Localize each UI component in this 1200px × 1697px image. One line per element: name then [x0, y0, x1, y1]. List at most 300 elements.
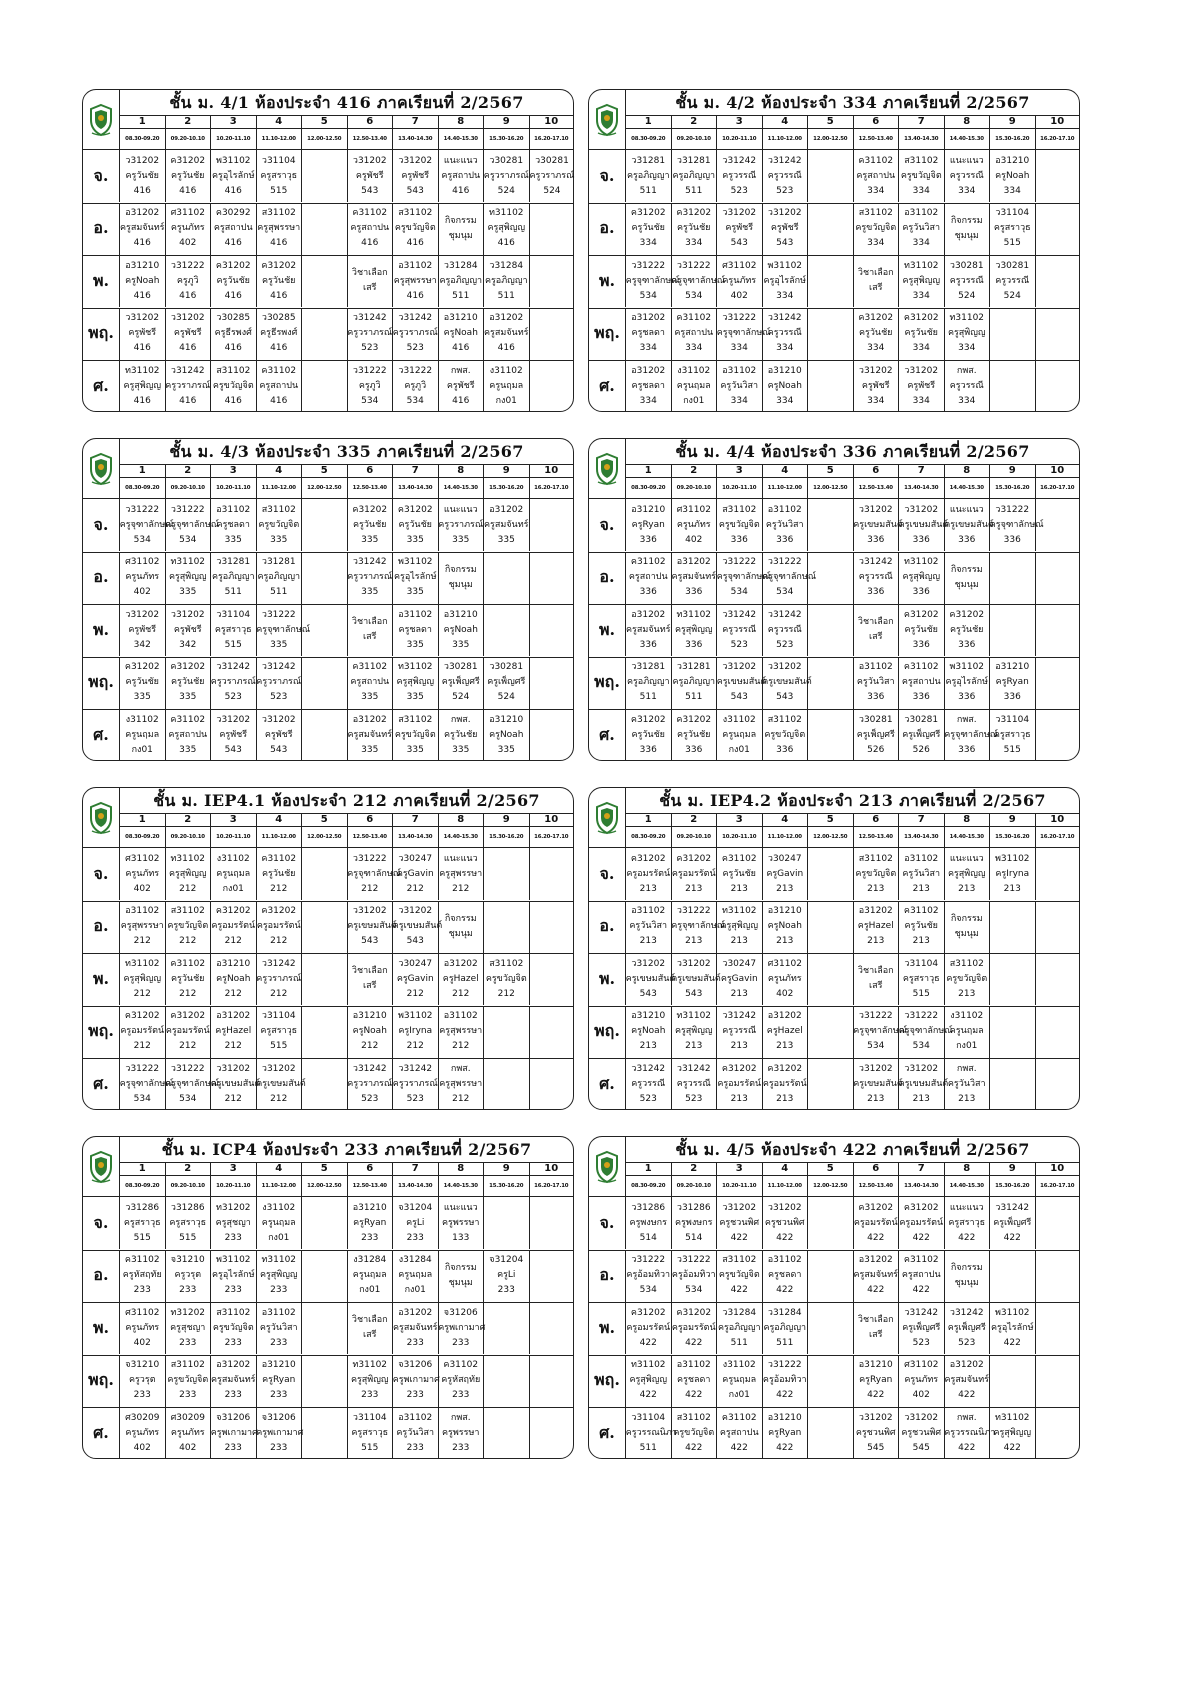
room-number: 212: [179, 1041, 197, 1052]
subject-code: ค31202: [903, 313, 939, 324]
room-number: 422: [776, 1390, 794, 1401]
subject-code: อ31102: [631, 906, 666, 917]
room-number: 416: [224, 395, 242, 406]
subject-code: กพส.: [450, 1412, 471, 1423]
room-number: 212: [497, 988, 515, 999]
room-number: 233: [224, 1390, 242, 1401]
teacher-name: ชุมนุม: [954, 230, 979, 241]
room-number: 212: [179, 988, 197, 999]
teacher-name: ครูสุชญา: [170, 1322, 206, 1333]
teacher-name: ครูสมจันทร์: [484, 328, 529, 339]
subject-code: ส31102: [858, 853, 893, 864]
schedule-cell: [763, 1302, 809, 1354]
subject-code: ง31102: [950, 1011, 984, 1022]
subject-code: จ31210: [125, 1360, 160, 1371]
period-number: 6: [348, 1163, 394, 1175]
period-time: 12.00-12.50: [302, 827, 348, 847]
schedule-cell: [302, 1407, 348, 1459]
teacher-name: ครูจุฑาลักษณ์: [165, 519, 220, 530]
period-time: 09.20-10.10: [672, 129, 718, 149]
schedule-cell: [484, 1355, 530, 1407]
subject-code: ว31202: [858, 504, 893, 515]
teacher-name: ครูจุฑาลักษณ์: [762, 572, 817, 583]
row-divider: [83, 901, 573, 902]
subject-code: อ31102: [767, 1255, 802, 1266]
room-number: 233: [270, 1285, 288, 1296]
schedule-cell: [530, 1250, 574, 1302]
day-label: ศ.: [589, 709, 626, 761]
room-number: 336: [639, 744, 657, 755]
subject-code: วิชาเลือก: [351, 1315, 388, 1326]
subject-code: กิจกรรม: [444, 215, 477, 226]
subject-code: อ31202: [949, 1360, 984, 1371]
teacher-name: ครูสราวุธ: [260, 170, 298, 181]
subject-code: วิชาเลือก: [351, 966, 388, 977]
schedule-cell: [484, 604, 530, 656]
schedule-cell: [439, 1302, 485, 1354]
schedule-cell: [120, 901, 166, 953]
teacher-name: ครูขวัญจิต: [764, 729, 806, 740]
period-time: 16.20-17.10: [1040, 485, 1075, 491]
period-number: 4: [257, 465, 303, 477]
teacher-name: ครูจุฑาลักษณ์: [989, 519, 1044, 530]
schedule-cell: [899, 848, 945, 900]
schedule-cell: [348, 709, 394, 761]
period-number: 8: [439, 465, 485, 477]
room-number: 534: [776, 587, 794, 598]
schedule-cell: [808, 499, 854, 551]
teacher-name: ครูสราวุธ: [993, 223, 1031, 234]
period-number: 7: [393, 1163, 439, 1175]
period-time: 10.20-11.10: [717, 827, 763, 847]
subject-code: อ31210: [631, 1011, 666, 1022]
room-number: 336: [639, 587, 657, 598]
subject-code: ง31102: [677, 365, 711, 376]
subject-code: ว31222: [170, 260, 205, 271]
subject-code: อ31102: [398, 609, 433, 620]
day-label: จ.: [589, 499, 626, 551]
subject-code: ว30247: [722, 958, 757, 969]
subject-code: ว31286: [676, 1202, 711, 1213]
schedule-cell: [166, 203, 212, 255]
subject-code: ว31242: [216, 662, 251, 673]
schedule-cell: [120, 308, 166, 360]
day-label: อ.: [83, 203, 120, 255]
schedule-cell: [990, 255, 1036, 307]
room-number: 523: [406, 343, 424, 354]
teacher-name: ครูวรรณี: [858, 572, 893, 583]
room-number: 334: [958, 343, 976, 354]
schedule-cell: [393, 604, 439, 656]
day-row: [589, 1355, 1079, 1407]
schedule-cell: [393, 552, 439, 604]
subject-code: ส31102: [398, 208, 433, 219]
subject-code: ค31202: [630, 853, 666, 864]
schedule-cell: [626, 1250, 672, 1302]
schedule-cell: [945, 150, 991, 202]
room-number: 402: [133, 1442, 151, 1453]
room-number: 335: [270, 534, 288, 545]
teacher-name: ครูวรรณี: [722, 170, 757, 181]
schedule-cell: [211, 1355, 257, 1407]
schedule-cell: [990, 1250, 1036, 1302]
subject-code: ว31242: [722, 1011, 757, 1022]
subject-code: ท31202: [170, 1307, 206, 1318]
teacher-name: ครูพัชรี: [219, 729, 248, 740]
subject-code: ว31281: [676, 662, 711, 673]
teacher-name: ครูสุพรรษา: [393, 275, 437, 286]
subject-code: ค31102: [903, 1255, 939, 1266]
period-time: 14.40-15.30: [439, 1176, 485, 1196]
subject-code: ค31202: [903, 609, 939, 620]
room-number: 416: [224, 343, 242, 354]
teacher-name: ครูวรรณี: [995, 275, 1030, 286]
day-label: จ.: [589, 848, 626, 900]
schedule-cell: [853, 1006, 908, 1058]
teacher-name: ครูนฤมล: [261, 1217, 296, 1228]
room-number: 511: [270, 587, 288, 598]
row-divider: [83, 953, 573, 954]
subject-code: ค31102: [903, 662, 939, 673]
teacher-name: ชุมนุม: [448, 1277, 473, 1288]
subject-code: พ31102: [949, 662, 985, 673]
subject-code: อ31102: [722, 365, 757, 376]
schedule-cell: [945, 1250, 991, 1302]
teacher-name: ครูนภัทร: [125, 1427, 160, 1438]
schedule-cell: [302, 499, 348, 551]
subject-code: ท31102: [903, 260, 939, 271]
teacher-name: ครูสราวุธ: [993, 729, 1031, 740]
period-number: 9: [990, 814, 1036, 826]
room-number: 342: [133, 639, 151, 650]
schedule-cell: [990, 1006, 1036, 1058]
room-number: 416: [133, 185, 151, 196]
subject-code: อ31202: [443, 958, 478, 969]
day-row: [589, 255, 1079, 307]
room-number: 534: [133, 1093, 151, 1104]
period-time: 15.30-16.20: [990, 129, 1036, 149]
subject-code: ค31202: [721, 1063, 757, 1074]
room-number: 334: [867, 238, 885, 249]
schedule-cell: [672, 308, 718, 360]
room-number: 534: [179, 534, 197, 545]
subject-code: แนะแนว: [949, 155, 984, 166]
room-number: 335: [452, 534, 470, 545]
schedule-cell: [763, 1058, 809, 1110]
schedule-cell: [626, 150, 672, 202]
subject-code: ว31222: [995, 504, 1030, 515]
schedule-cell: [439, 848, 485, 900]
teacher-name: ครูนภัทร: [125, 868, 160, 879]
period-time: 14.40-15.30: [945, 1176, 991, 1196]
subject-code: ว31202: [904, 365, 939, 376]
teacher-name: ครูขวัญจิต: [167, 921, 209, 932]
period-time: 11.10-12.00: [257, 478, 303, 498]
schedule-cell: [120, 953, 166, 1005]
subject-code: ส31102: [858, 208, 893, 219]
teacher-name: ครูเพ็ญศรี: [902, 1322, 941, 1333]
subject-code: กพส.: [956, 1063, 977, 1074]
subject-code: จ31206: [216, 1412, 251, 1423]
day-label: อ.: [589, 203, 626, 255]
room-number: 543: [776, 238, 794, 249]
room-number: 213: [730, 936, 748, 947]
schedule-cell: [944, 1407, 996, 1459]
period-number: 8: [945, 1163, 991, 1175]
teacher-name: ครูนฤมล: [949, 1026, 984, 1037]
schedule-cell: [854, 848, 900, 900]
room-number: 335: [179, 587, 197, 598]
room-number: 336: [776, 534, 794, 545]
teacher-name: ครูสุพิญญ: [396, 677, 435, 688]
teacher-name: ครูชลดา: [631, 328, 665, 339]
room-number: 334: [776, 395, 794, 406]
period-number: 5: [808, 116, 854, 128]
teacher-name: ครูวันชัย: [125, 677, 159, 688]
teacher-name: เสรี: [363, 1330, 377, 1341]
subject-code: ว31242: [722, 155, 757, 166]
room-number: 334: [685, 238, 703, 249]
room-number: 334: [1003, 185, 1021, 196]
subject-code: ว31202: [722, 1202, 757, 1213]
schedule-cell: [808, 953, 854, 1005]
schedule-cell: [166, 308, 212, 360]
day-row: [83, 1006, 573, 1058]
period-time: 11.10-12.00: [763, 1176, 809, 1196]
room-number: 524: [1003, 290, 1021, 301]
teacher-name: ครูนฤมล: [676, 380, 711, 391]
room-number: 511: [730, 1337, 748, 1348]
room-number: 416: [224, 238, 242, 249]
room-number: 534: [639, 290, 657, 301]
teacher-name: ครูสุพิญญ: [947, 328, 986, 339]
room-number: 334: [958, 185, 976, 196]
day-label: ศ.: [589, 1407, 626, 1459]
schedule-cell: [256, 604, 311, 656]
schedule-cell: [439, 255, 485, 307]
room-number: 233: [224, 1337, 242, 1348]
subject-code: ว31222: [352, 853, 387, 864]
period-number: 5: [302, 814, 348, 826]
teacher-name: ครูพเกามาศ: [210, 1427, 258, 1438]
room-number: 212: [179, 936, 197, 947]
schedule-cell: [257, 1197, 303, 1249]
room-number: 233: [224, 1232, 242, 1243]
teacher-name: ครูNoah: [352, 1026, 387, 1037]
schedule-cell: [393, 709, 439, 761]
teacher-name: ครูนฤมล: [125, 729, 160, 740]
schedule-cell: [348, 1302, 394, 1354]
period-number: 10: [544, 1163, 559, 1174]
teacher-name: ครูสถาปน: [628, 572, 668, 583]
schedule-cell: [530, 255, 574, 307]
room-number: 233: [224, 1285, 242, 1296]
subject-code: อ31102: [676, 1360, 711, 1371]
schedule-cell: [348, 604, 394, 656]
teacher-name: ครูอุไรลักษ์: [990, 1322, 1034, 1333]
period-number: 6: [348, 116, 394, 128]
schedule-cell: [302, 1355, 348, 1407]
subject-code: อ31210: [216, 958, 251, 969]
schedule-cell: [854, 657, 900, 709]
subject-code: อ31202: [352, 714, 387, 725]
period-time: 09.20-10.10: [166, 478, 212, 498]
teacher-name: ครูชลดา: [216, 519, 250, 530]
subject-code: ค31202: [676, 714, 712, 725]
room-number: 336: [1003, 692, 1021, 703]
schedule-cell: [348, 150, 394, 202]
school-logo-icon: [83, 90, 120, 150]
schedule-cell: [439, 499, 485, 551]
subject-code: ค31202: [949, 609, 985, 620]
schedule-cell: [439, 1058, 485, 1110]
room-number: 523: [224, 692, 242, 703]
period-number: 4: [763, 814, 809, 826]
room-number: 233: [179, 1390, 197, 1401]
period-numbers: [626, 116, 1079, 129]
teacher-name: ครูเพ็ญศรี: [902, 729, 941, 740]
schedule-cell: [530, 150, 575, 202]
subject-code: อ31102: [443, 1011, 478, 1022]
room-number: 213: [912, 883, 930, 894]
period-time: 08.30-09.20: [120, 478, 166, 498]
room-number: 422: [730, 1285, 748, 1296]
subject-code: ว31242: [995, 1202, 1030, 1213]
day-label: ศ.: [83, 360, 120, 412]
schedule-cell: [120, 255, 166, 307]
teacher-name: ครูวันชัย: [677, 223, 711, 234]
teacher-name: ครูสถาปน: [213, 223, 253, 234]
room-number: 213: [867, 883, 885, 894]
schedule-cell: [717, 1006, 763, 1058]
subject-code: กพส.: [956, 365, 977, 376]
schedule-cell: [166, 1355, 212, 1407]
room-number: 233: [133, 1285, 151, 1296]
room-number: 524: [958, 290, 976, 301]
schedule-cell: [166, 1302, 212, 1354]
room-number: 334: [867, 185, 885, 196]
teacher-name: ครูจุฑาลักษณ์: [671, 275, 726, 286]
schedule-cell: [1036, 150, 1080, 202]
teacher-name: ครูสุพิญญ: [168, 868, 207, 879]
period-time: 12.00-12.50: [302, 478, 348, 498]
schedule-cell: [763, 953, 809, 1005]
room-number: 514: [639, 1232, 657, 1243]
schedule-cell: [166, 360, 212, 412]
subject-code: ว31202: [170, 313, 205, 324]
period-time: 15.30-16.20: [484, 1176, 530, 1196]
teacher-name: ครูอภิญญา: [717, 1322, 761, 1333]
room-number: 213: [730, 883, 748, 894]
teacher-name: ครูอมรรัตน์: [899, 1217, 944, 1228]
period-number: 7: [393, 814, 439, 826]
teacher-name: ครูเพ็ญศรี: [487, 677, 526, 688]
teacher-name: ครูวันชัย: [262, 275, 296, 286]
schedule-cell: [484, 1197, 530, 1249]
schedule-cell: [672, 203, 718, 255]
period-time: 14.40-15.30: [945, 478, 991, 498]
schedule-cell: [672, 848, 718, 900]
schedule-cell: [530, 953, 574, 1005]
schedule-cell: [439, 953, 485, 1005]
day-label: พฤ.: [589, 1355, 626, 1407]
teacher-name: ครูวันชัย: [677, 729, 711, 740]
schedule-cell: [530, 901, 574, 953]
period-times: [626, 1176, 1079, 1197]
teacher-name: ครูNoah: [443, 328, 478, 339]
teacher-name: ครูเขษมสันต์: [762, 677, 812, 688]
subject-code: พ31102: [397, 1011, 433, 1022]
subject-code: ค31202: [630, 1307, 666, 1318]
schedule-cell: [211, 953, 257, 1005]
teacher-name: ครูวันชัย: [216, 275, 250, 286]
period-numbers: [626, 1163, 1079, 1176]
period-number: 6: [854, 465, 900, 477]
schedule-cell: [211, 604, 257, 656]
schedule-cell: [625, 1407, 677, 1459]
schedule-cell: [211, 901, 257, 953]
room-number: 402: [133, 587, 151, 598]
subject-code: ท31102: [261, 1255, 297, 1266]
schedule-cell: [899, 308, 945, 360]
schedule-cell: [211, 150, 257, 202]
day-row: [589, 604, 1079, 656]
teacher-name: ครูชลดา: [677, 1375, 711, 1386]
room-number: 543: [224, 744, 242, 755]
subject-code: ค31202: [124, 662, 160, 673]
subject-code: แนะแนว: [443, 853, 478, 864]
schedule-cell: [672, 1355, 718, 1407]
period-number: 2: [166, 465, 212, 477]
period-time: 11.10-12.00: [763, 129, 809, 149]
period-number: 9: [484, 465, 530, 477]
card-title: ชั้น ม. IEP4.1 ห้องประจำ 212 ภาคเรียนที่ 2/2567: [120, 788, 573, 814]
subject-code: ว31281: [216, 557, 251, 568]
schedule-cell: [626, 552, 672, 604]
teacher-name: ครูชวนพิศ: [764, 1217, 805, 1228]
schedule-cell: [530, 1355, 574, 1407]
day-row: [83, 499, 573, 551]
schedule-cell: [899, 1197, 945, 1249]
period-time: 08.30-09.20: [626, 827, 672, 847]
schedule-cell: [211, 308, 257, 360]
room-number: 402: [179, 1442, 197, 1453]
schedule-cell: [211, 1197, 257, 1249]
teacher-name: ครูนฤมล: [722, 1375, 757, 1386]
row-divider: [589, 1355, 1079, 1356]
period-time: 09.20-10.10: [166, 1176, 212, 1196]
period-time: 11.10-12.00: [257, 129, 303, 149]
schedule-cell: [166, 604, 212, 656]
row-divider: [589, 953, 1079, 954]
schedule-cell: [257, 1407, 303, 1459]
subject-code: ค31102: [170, 958, 206, 969]
schedule-cell: [530, 1058, 574, 1110]
timetable-card: [82, 1136, 574, 1459]
subject-code: พ31102: [994, 1307, 1030, 1318]
subject-code: ว31281: [631, 155, 666, 166]
schedule-cell: [945, 255, 991, 307]
teacher-name: ครูขวัญจิต: [212, 1322, 254, 1333]
schedule-cell: [120, 1355, 166, 1407]
teacher-name: ครูเขษมสันต์: [671, 973, 721, 984]
subject-code: ว31222: [352, 365, 387, 376]
card-title: ชั้น ม. 4/1 ห้องประจำ 416 ภาคเรียนที่ 2/2567: [120, 90, 573, 116]
teacher-name: ครูอภิญญา: [484, 275, 528, 286]
subject-code: ว31242: [904, 1307, 939, 1318]
period-time: 16.20-17.10: [534, 136, 569, 142]
teacher-name: ครูอุไรลักษ์: [211, 170, 255, 181]
